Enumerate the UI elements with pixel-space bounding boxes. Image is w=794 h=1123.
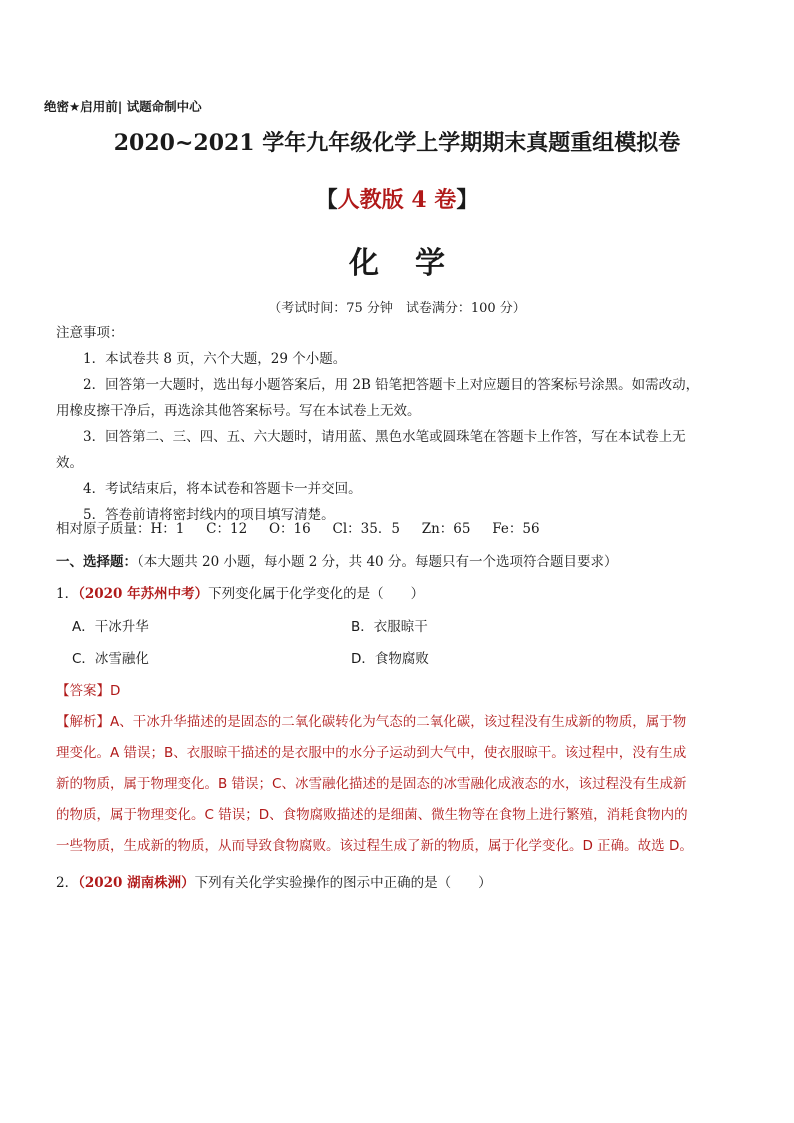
page-title: 2020~2021 学年九年级化学上学期期末真题重组模拟卷 — [113, 130, 681, 156]
option-b: B．衣服晾干 — [351, 619, 428, 635]
question-2-stem — [56, 871, 492, 891]
edition-name: 人教版 4 卷 — [337, 187, 457, 213]
answer-label: 【答案】 — [56, 683, 110, 699]
question-source: （2020 湖南株洲） — [78, 875, 195, 891]
note-item: 用橡皮擦干净后，再选涂其他答案标号。写在本试卷上无效。 — [56, 403, 421, 419]
note-item: 4．考试结束后，将本试卷和答题卡一并交回。 — [83, 481, 362, 497]
section-heading — [56, 549, 728, 575]
question-source: （2020 年苏州中考） — [78, 586, 209, 602]
analysis-line: 新的物质，属于物理变化。B 错误；C、冰雪融化描述的是固态的冰雪融化成液态的水，该过程没有生成新 — [56, 776, 687, 792]
note-item: 1．本试卷共 8 页，六个大题，29 个小题。 — [83, 351, 347, 367]
notes-section — [56, 320, 728, 528]
analysis-line: 一些物质，生成新的物质，从而导致食物腐败。该过程生成了新的物质，属于化学变化。D 正确。故选 D。 — [56, 838, 693, 854]
exam-info: （考试时间：75 分钟 试卷满分：100 分） — [268, 301, 526, 316]
analysis-text: A、干冰升华描述的是固态的二氧化碳转化为气态的二氧化碳，该过程没有生成新的物质，属于物 — [110, 714, 687, 730]
option-d: D．食物腐败 — [351, 651, 429, 667]
section-description: （本大题共 20 小题，每小题 2 分，共 40 分。每题只有一个选项符合题目要求） — [137, 554, 618, 570]
edition-bracket-open: 【 — [315, 187, 338, 213]
edition-bracket-close: 】 — [456, 187, 479, 213]
question-text: 下列变化属于化学变化的是（ ） — [208, 586, 425, 602]
note-item: 效。 — [56, 455, 83, 471]
atomic-mass-line: 相对原子质量：H：1 C：12 O：16 Cl：35．5 Zn：65 Fe：56 — [56, 521, 540, 537]
analysis-line: 的物质，属于物理变化。C 错误；D、食物腐败描述的是细菌、微生物等在食物上进行繁殖，消耗食物内的 — [56, 807, 688, 823]
section-label: 一、选择题： — [56, 554, 137, 570]
answer-line — [56, 679, 120, 699]
edition-label — [0, 183, 794, 214]
question-text: 下列有关化学实验操作的图示中正确的是（ ） — [194, 875, 492, 891]
analysis-line: 理变化。A 错误；B、衣服晾干描述的是衣服中的水分子运动到大气中，使衣服晾干。该过程中，没有生成 — [56, 745, 687, 761]
note-item: 5．答卷前请将密封线内的项目填写清楚。 — [83, 507, 335, 523]
note-item: 2．回答第一大题时，选出每小题答案后，用 2B 铅笔把答题卡上对应题目的答案标号涂黑。如需改动， — [83, 377, 700, 393]
analysis-block — [56, 707, 728, 862]
confidential-label: 绝密★启用前| 试题命制中心 — [44, 99, 202, 114]
answer-value: D — [110, 683, 121, 699]
analysis-line — [56, 707, 728, 738]
question-number: 2． — [56, 875, 79, 891]
option-c: C．冰雪融化 — [72, 651, 149, 667]
notes-title: 注意事项： — [56, 325, 124, 341]
question-number: 1． — [56, 586, 79, 602]
note-item: 3．回答第二、三、四、五、六大题时，请用蓝、黑色水笔或圆珠笔在答题卡上作答，写在本试卷上无 — [83, 429, 686, 445]
analysis-label: 【解析】 — [56, 714, 110, 730]
option-a: A．干冰升华 — [72, 619, 149, 635]
subject-title: 化学 — [349, 246, 481, 281]
question-1-stem — [56, 582, 424, 602]
